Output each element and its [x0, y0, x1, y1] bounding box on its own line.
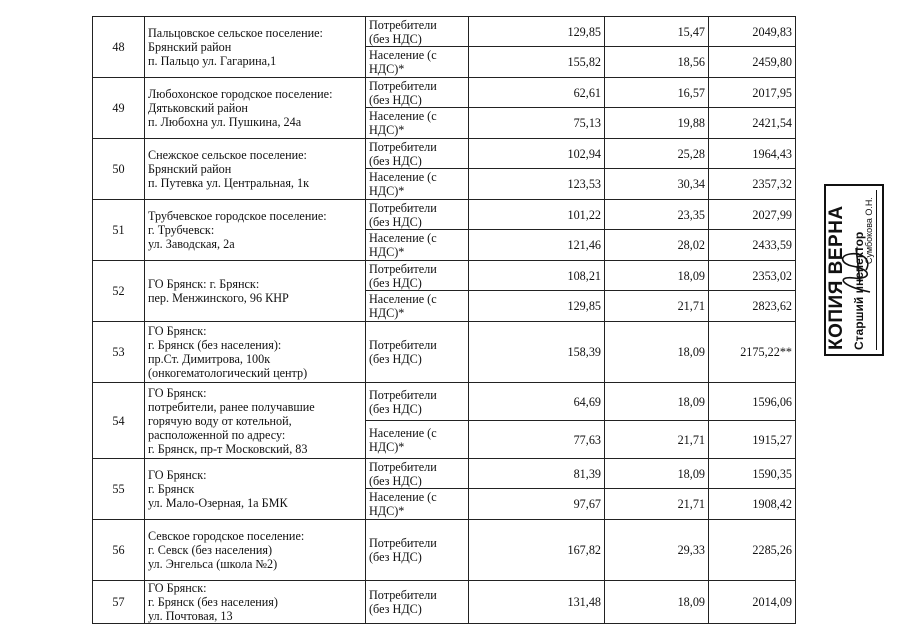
row-number: 56 [93, 520, 145, 581]
table-row [93, 383, 796, 421]
row-number: 49 [93, 78, 145, 139]
table-row [93, 78, 796, 108]
value-col-3: 2353,02 [709, 261, 796, 291]
value-col-2: 18,09 [605, 581, 709, 624]
settlement-address: ГО Брянск: г. Брянск (без населения) ул. Почтовая, 13 [145, 581, 366, 624]
consumer-category: Население (с НДС)* [366, 108, 469, 139]
value-col-1: 129,85 [469, 17, 605, 47]
value-col-2: 30,34 [605, 169, 709, 200]
value-col-2: 29,33 [605, 520, 709, 581]
settlement-address: Снежское сельское поселение: Брянский район п. Путевка ул. Центральная, 1к [145, 139, 366, 200]
handwritten-signature [830, 240, 880, 300]
table-row [93, 200, 796, 230]
value-col-2: 15,47 [605, 17, 709, 47]
settlement-address: ГО Брянск: г. Брянск (без населения): пр.Ст. Димитрова, 100к (онкогематологический центр) [145, 322, 366, 383]
value-col-3: 1596,06 [709, 383, 796, 421]
tariff-table [92, 16, 796, 624]
value-col-3: 2017,95 [709, 78, 796, 108]
table-row [93, 139, 796, 169]
value-col-3: 2175,22** [709, 322, 796, 383]
row-number: 54 [93, 383, 145, 459]
value-col-2: 16,57 [605, 78, 709, 108]
value-col-1: 77,63 [469, 421, 605, 459]
row-number: 48 [93, 17, 145, 78]
settlement-address: ГО Брянск: потребители, ранее получавшие горячую воду от котельной, расположенной по адресу: г. Брянск, пр-т Московский, 83 [145, 383, 366, 459]
row-number: 51 [93, 200, 145, 261]
value-col-1: 121,46 [469, 230, 605, 261]
value-col-2: 21,71 [605, 489, 709, 520]
value-col-2: 18,09 [605, 459, 709, 489]
row-number: 57 [93, 581, 145, 624]
consumer-category: Потребители (без НДС) [366, 78, 469, 108]
settlement-address: ГО Брянск: г. Брянск ул. Мало-Озерная, 1а БМК [145, 459, 366, 520]
row-number: 52 [93, 261, 145, 322]
value-col-2: 18,09 [605, 322, 709, 383]
settlement-address: Севское городское поселение: г. Севск (без населения) ул. Энгельса (школа №2) [145, 520, 366, 581]
value-col-3: 2823,62 [709, 291, 796, 322]
value-col-1: 158,39 [469, 322, 605, 383]
value-col-3: 1964,43 [709, 139, 796, 169]
value-col-3: 1590,35 [709, 459, 796, 489]
consumer-category: Потребители (без НДС) [366, 581, 469, 624]
value-col-1: 167,82 [469, 520, 605, 581]
consumer-category: Потребители (без НДС) [366, 139, 469, 169]
value-col-1: 155,82 [469, 47, 605, 78]
value-col-1: 62,61 [469, 78, 605, 108]
value-col-1: 97,67 [469, 489, 605, 520]
settlement-address: Любохонское городское поселение: Дятьковский район п. Любохна ул. Пушкина, 24а [145, 78, 366, 139]
value-col-2: 28,02 [605, 230, 709, 261]
table-row [93, 322, 796, 383]
value-col-2: 25,28 [605, 139, 709, 169]
value-col-1: 131,48 [469, 581, 605, 624]
settlement-address: Трубчевское городское поселение: г. Трубчевск: ул. Заводская, 2а [145, 200, 366, 261]
value-col-3: 2433,59 [709, 230, 796, 261]
value-col-3: 2421,54 [709, 108, 796, 139]
consumer-category: Потребители (без НДС) [366, 17, 469, 47]
value-col-2: 18,09 [605, 383, 709, 421]
value-col-1: 102,94 [469, 139, 605, 169]
consumer-category: Население (с НДС)* [366, 421, 469, 459]
settlement-address: Пальцовское сельское поселение: Брянский район п. Пальцо ул. Гагарина,1 [145, 17, 366, 78]
value-col-2: 18,56 [605, 47, 709, 78]
value-col-3: 2459,80 [709, 47, 796, 78]
consumer-category: Население (с НДС)* [366, 291, 469, 322]
consumer-category: Население (с НДС)* [366, 489, 469, 520]
consumer-category: Потребители (без НДС) [366, 520, 469, 581]
row-number: 50 [93, 139, 145, 200]
value-col-2: 21,71 [605, 291, 709, 322]
value-col-1: 123,53 [469, 169, 605, 200]
value-col-1: 101,22 [469, 200, 605, 230]
value-col-3: 1908,42 [709, 489, 796, 520]
row-number: 55 [93, 459, 145, 520]
value-col-3: 2285,26 [709, 520, 796, 581]
table-row [93, 520, 796, 581]
value-col-2: 21,71 [605, 421, 709, 459]
value-col-1: 75,13 [469, 108, 605, 139]
table-row [93, 261, 796, 291]
value-col-2: 18,09 [605, 261, 709, 291]
stamp-title: КОПИЯ ВЕРНА [826, 205, 847, 350]
row-number: 53 [93, 322, 145, 383]
value-col-1: 64,69 [469, 383, 605, 421]
value-col-3: 2357,32 [709, 169, 796, 200]
stamp-role: Старший инспектор [852, 231, 866, 350]
value-col-3: 2049,83 [709, 17, 796, 47]
consumer-category: Потребители (без НДС) [366, 383, 469, 421]
consumer-category: Потребители (без НДС) [366, 261, 469, 291]
consumer-category: Потребители (без НДС) [366, 322, 469, 383]
value-col-2: 23,35 [605, 200, 709, 230]
table-row [93, 459, 796, 489]
value-col-2: 19,88 [605, 108, 709, 139]
consumer-category: Население (с НДС)* [366, 230, 469, 261]
table-row [93, 17, 796, 47]
value-col-3: 2014,09 [709, 581, 796, 624]
consumer-category: Население (с НДС)* [366, 47, 469, 78]
value-col-1: 129,85 [469, 291, 605, 322]
value-col-3: 2027,99 [709, 200, 796, 230]
value-col-1: 108,21 [469, 261, 605, 291]
stamp-person: Сумбокова О.Н. [864, 197, 874, 264]
settlement-address: ГО Брянск: г. Брянск: пер. Менжинского, 96 КНР [145, 261, 366, 322]
table-row [93, 581, 796, 624]
value-col-3: 1915,27 [709, 421, 796, 459]
consumer-category: Население (с НДС)* [366, 169, 469, 200]
value-col-1: 81,39 [469, 459, 605, 489]
consumer-category: Потребители (без НДС) [366, 200, 469, 230]
copy-certified-stamp [818, 182, 888, 360]
consumer-category: Потребители (без НДС) [366, 459, 469, 489]
